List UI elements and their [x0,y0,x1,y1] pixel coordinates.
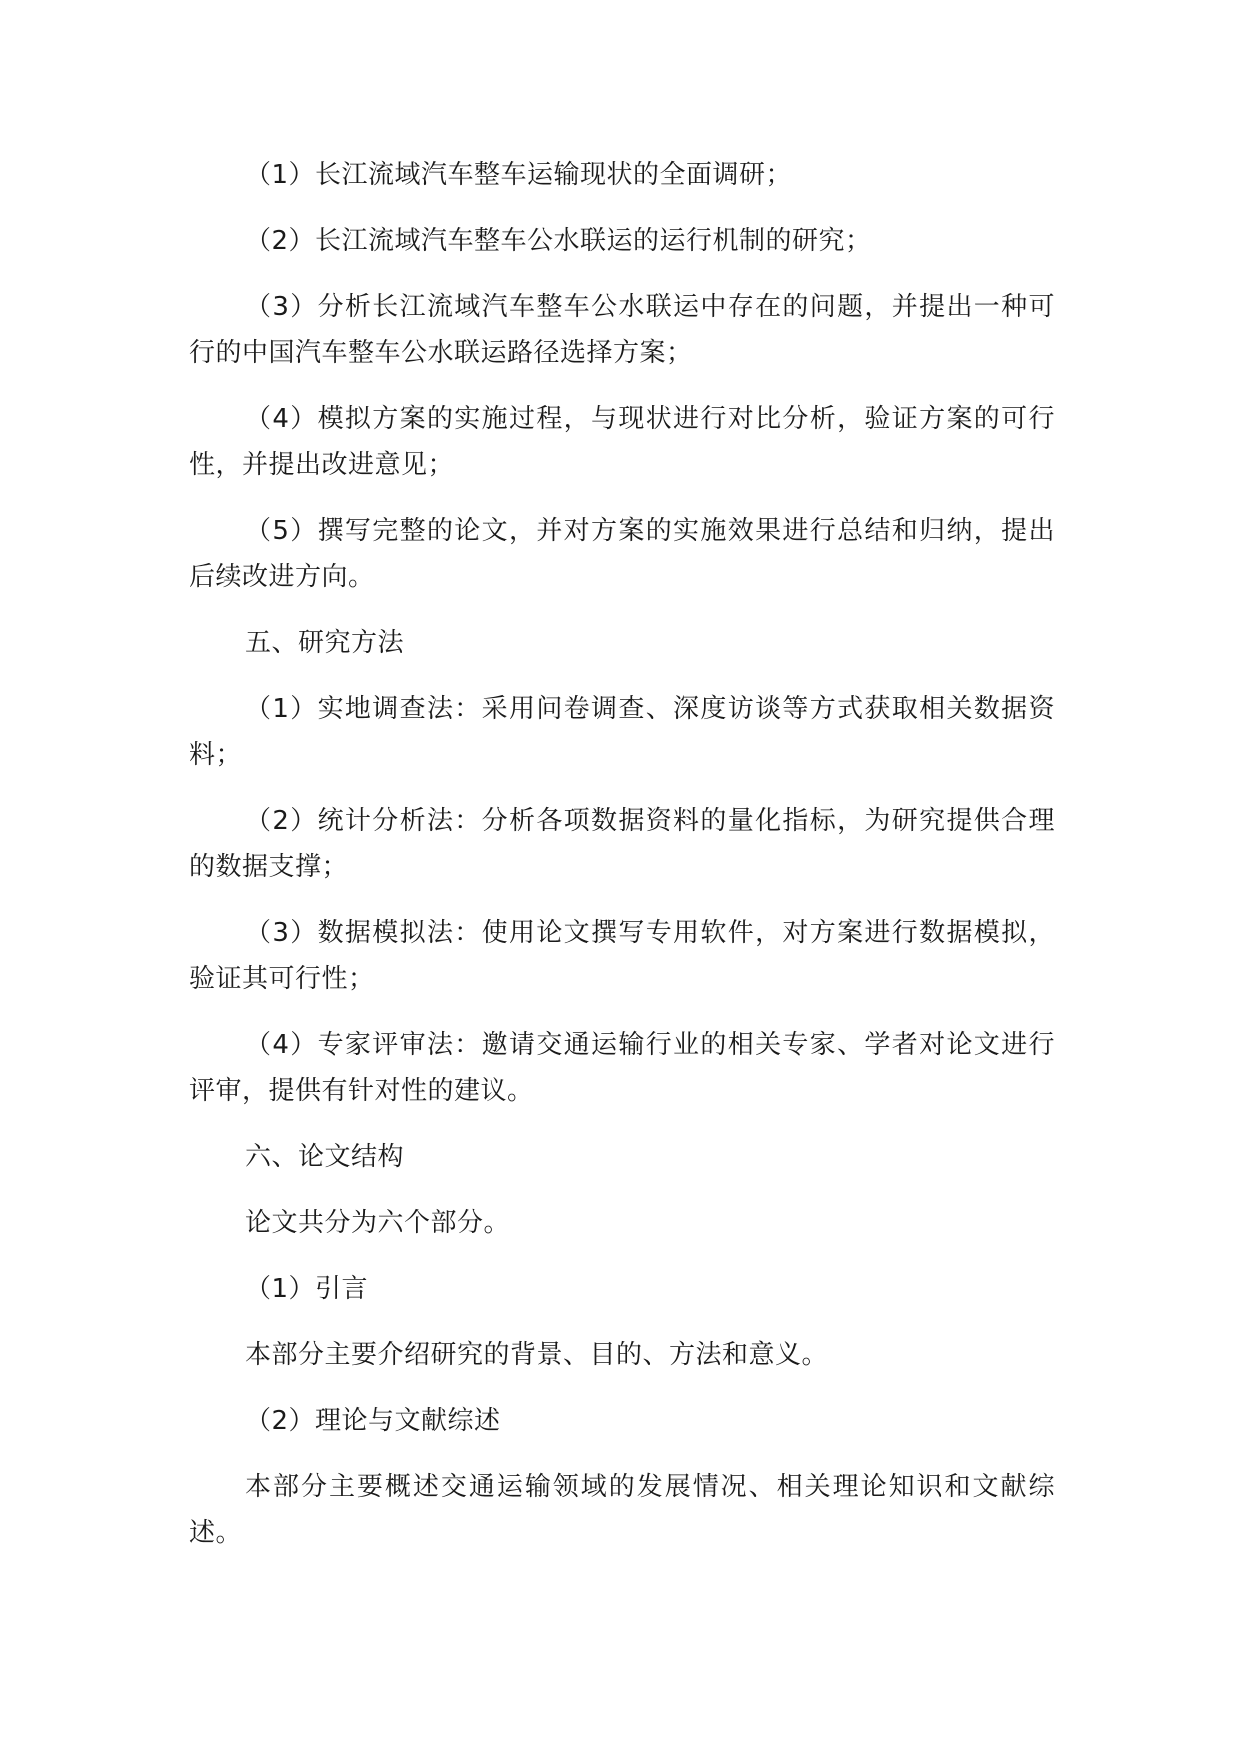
paragraph-structure-intro: 论文共分为六个部分。 [245,1208,511,1238]
paragraph-literature-review-desc: 本部分主要概述交通运输领域的发展情况、相关理论知识和文献综述。 [189,1472,1055,1548]
paragraph-method-2: （2）统计分析法：分析各项数据资料的量化指标，为研究提供合理的数据支撑； [189,806,1055,882]
document-body [189,152,1055,1576]
subheading-introduction: （1）引言 [245,1274,369,1304]
section-heading-research-methods: 五、研究方法 [245,628,405,658]
paragraph-research-content-5: （5）撰写完整的论文，并对方案的实施效果进行总结和归纳，提出后续改进方向。 [189,516,1055,592]
paragraph-research-content-1: （1）长江流域汽车整车运输现状的全面调研； [245,160,793,190]
paragraph-research-content-4: （4）模拟方案的实施过程，与现状进行对比分析，验证方案的可行性，并提出改进意见； [189,404,1055,480]
paragraph-introduction-desc: 本部分主要介绍研究的背景、目的、方法和意义。 [245,1340,829,1370]
paragraph-method-4: （4）专家评审法：邀请交通运输行业的相关专家、学者对论文进行评审，提供有针对性的建议。 [189,1030,1055,1106]
section-heading-thesis-structure: 六、论文结构 [245,1142,405,1172]
paragraph-method-1: （1）实地调查法：采用问卷调查、深度访谈等方式获取相关数据资料； [189,694,1055,770]
paragraph-research-content-3: （3）分析长江流域汽车整车公水联运中存在的问题，并提出一种可行的中国汽车整车公水联运路径选择方案； [189,292,1055,368]
paragraph-research-content-2: （2）长江流域汽车整车公水联运的运行机制的研究； [245,226,872,256]
subheading-literature-review: （2）理论与文献综述 [245,1406,501,1436]
paragraph-method-3: （3）数据模拟法：使用论文撰写专用软件，对方案进行数据模拟，验证其可行性； [189,918,1055,994]
